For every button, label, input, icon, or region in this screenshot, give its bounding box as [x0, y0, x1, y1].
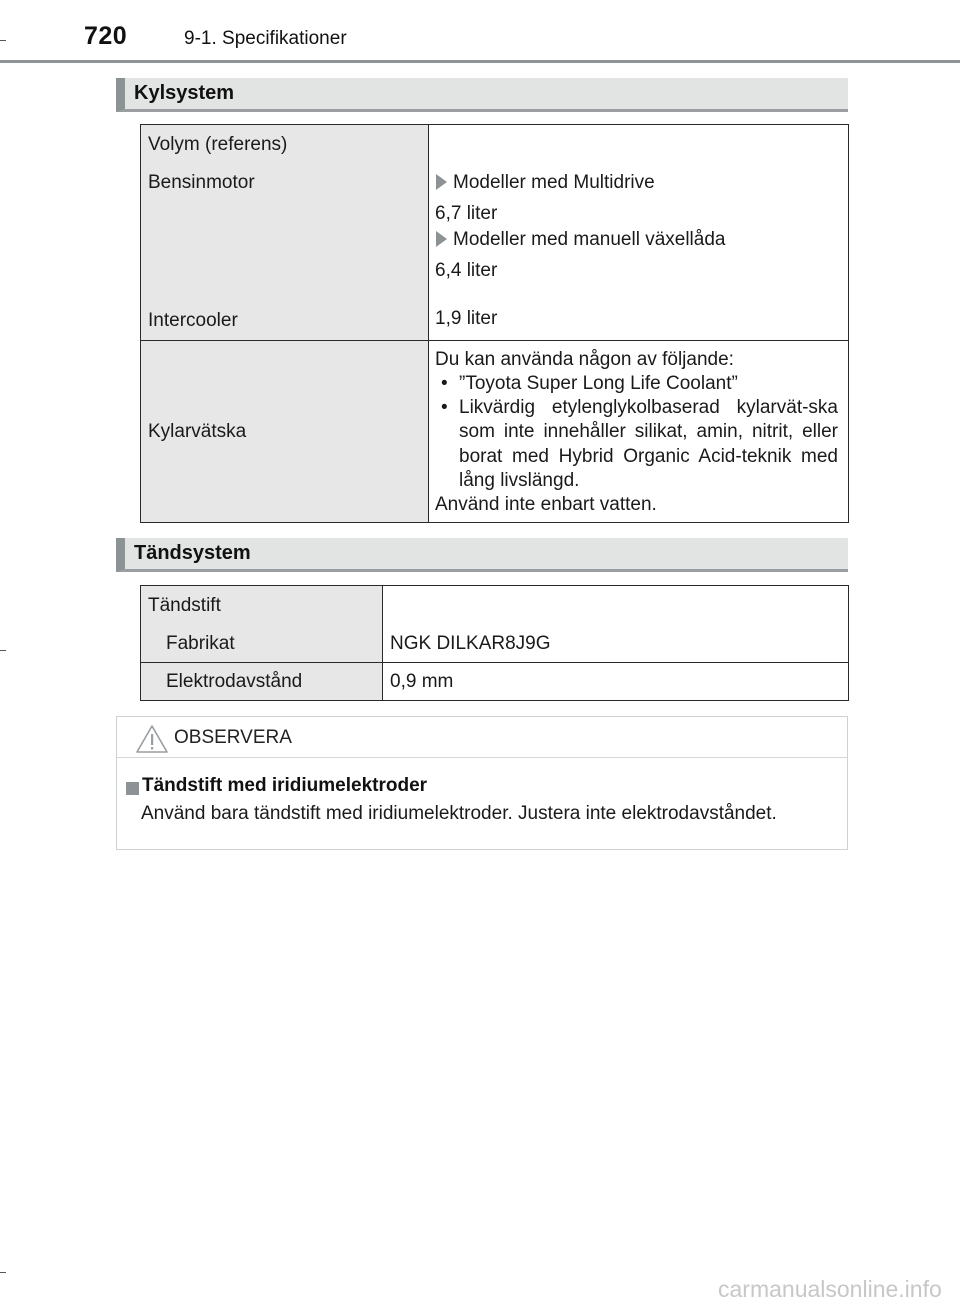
bullet: •: [441, 373, 448, 394]
table-row: [141, 125, 849, 341]
arrow-icon: [436, 174, 447, 190]
cooling-heading: [116, 78, 848, 112]
gap-label: Elektrodavstånd: [166, 671, 303, 692]
multidrive-row: [436, 172, 655, 194]
multidrive-value: 6,7 liter: [435, 203, 498, 224]
plug-label: Tändstift: [148, 595, 221, 616]
coolant-option: Likvärdig etylenglykolbaserad kylarvät-ska som inte innehåller silikat, amin, nitrit, eller borat med Hybrid Organic Acid-teknik med lång livslängd.: [459, 397, 838, 491]
warning-triangle-icon: [135, 724, 169, 754]
coolant-label: Kylarvätska: [148, 421, 247, 442]
header-rule: [0, 60, 960, 63]
cooling-table: [140, 124, 849, 523]
make-value: NGK DILKAR8J9G: [390, 633, 551, 654]
table-row: [141, 586, 849, 663]
manual-value: 6,4 liter: [435, 260, 498, 281]
coolant-label-cell: [141, 341, 429, 523]
notice-header: [117, 717, 847, 758]
make-value-cell: [383, 586, 849, 663]
arrow-icon: [436, 231, 447, 247]
page-header: [0, 0, 960, 62]
multidrive-label: Modeller med Multidrive: [453, 172, 655, 193]
plug-label-cell: [141, 586, 383, 663]
gap-value: 0,9 mm: [390, 671, 454, 692]
watermark: carmanualsonline.info: [718, 1276, 942, 1302]
gap-label-cell: [141, 663, 383, 701]
volume-label: Volym (referens): [148, 134, 288, 155]
gap-value-cell: [383, 663, 849, 701]
volume-value-cell: [429, 125, 849, 341]
ignition-heading: [116, 538, 848, 572]
coolant-option: ”Toyota Super Long Life Coolant”: [459, 373, 738, 394]
table-row: [141, 663, 849, 701]
ignition-heading-text: Tändsystem: [134, 542, 251, 564]
crop-mark: [0, 650, 6, 651]
table-row: [141, 341, 849, 523]
crop-mark: [0, 1272, 6, 1273]
coolant-outro: Använd inte enbart vatten.: [435, 494, 657, 515]
notice-box: [116, 716, 848, 850]
petrol-label: Bensinmotor: [148, 172, 255, 193]
intercooler-label: Intercooler: [148, 310, 238, 331]
notice-subtitle: Tändstift med iridiumelektroder: [142, 775, 428, 796]
bullet: •: [441, 397, 448, 418]
notice-body: Använd bara tändstift med iridiumelektroder. Justera inte elektrodavståndet.: [141, 803, 777, 824]
page-number: 720: [84, 22, 128, 50]
manual-label: Modeller med manuell växellåda: [453, 229, 726, 250]
manual-row: [436, 229, 725, 251]
section-title: 9-1. Specifikationer: [184, 28, 347, 49]
volume-label-cell: [141, 125, 429, 341]
coolant-value-cell: [429, 341, 849, 523]
cooling-heading-text: Kylsystem: [134, 82, 235, 104]
coolant-intro: Du kan använda någon av följande:: [435, 349, 734, 370]
square-bullet-icon: [126, 782, 139, 795]
ignition-table: [140, 585, 849, 701]
notice-title: OBSERVERA: [174, 727, 292, 748]
intercooler-value: 1,9 liter: [435, 308, 498, 329]
make-label: Fabrikat: [166, 633, 235, 654]
